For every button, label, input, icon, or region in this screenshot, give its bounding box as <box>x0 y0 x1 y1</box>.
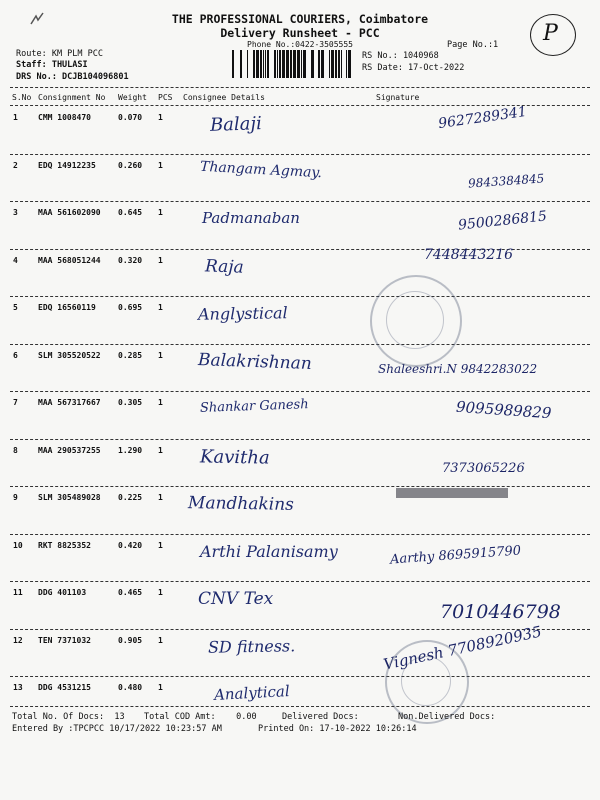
row-weight: 0.645 <box>118 208 143 217</box>
row-sno: 10 <box>13 540 23 550</box>
row-consignment-no: CMM 1008470 <box>38 113 91 122</box>
row-consignment-no: DDG 401103 <box>38 588 87 597</box>
row-consignee: Anglystical <box>197 303 288 324</box>
row-consignment-no: MAA 567317667 <box>38 398 101 407</box>
row-signature: 7373065226 <box>442 460 525 476</box>
row-signature: Vignesh 7708920935 <box>381 621 544 674</box>
row-weight: 0.465 <box>118 588 143 597</box>
row-weight: 0.320 <box>118 255 143 265</box>
row-sno: 5 <box>13 303 18 312</box>
drs-number: DRS No.: DCJB104096801 <box>16 72 129 82</box>
row-signature: 7448443216 <box>424 246 514 263</box>
row-signature: 9843384845 <box>467 170 545 191</box>
rs-date: RS Date: 17-Oct-2022 <box>362 63 465 73</box>
row-divider <box>10 439 590 440</box>
row-sno: 6 <box>13 350 18 360</box>
col-header-consignee: Consignee Details <box>183 93 265 102</box>
row-divider <box>10 344 590 345</box>
row-signature: Aarthy 8695915790 <box>389 542 522 568</box>
row-signature: 9095989829 <box>455 397 552 423</box>
row-sno: 13 <box>13 683 23 692</box>
row-weight: 0.420 <box>118 540 143 550</box>
company-name: THE PROFESSIONAL COURIERS, Coimbatore <box>171 12 429 26</box>
row-sno: 12 <box>13 635 23 645</box>
row-pcs: 1 <box>158 398 163 407</box>
row-sno: 9 <box>13 493 18 502</box>
page-number: Page No.:1 <box>447 40 499 50</box>
row-weight: 0.695 <box>118 303 143 312</box>
row-sno: 3 <box>13 208 18 217</box>
row-weight: 0.905 <box>118 635 143 645</box>
table-bottom-rule <box>10 706 590 707</box>
row-pcs: 1 <box>158 588 163 597</box>
row-sno: 7 <box>13 398 18 407</box>
row-divider <box>10 296 590 297</box>
row-pcs: 1 <box>158 493 163 502</box>
row-consignee: Analytical <box>213 682 291 704</box>
col-header-pcs: PCS <box>158 93 173 102</box>
row-divider <box>10 581 590 582</box>
row-sno: 4 <box>13 255 18 265</box>
row-consignment-no: EDQ 14912235 <box>38 160 96 170</box>
row-consignee: Balakrishnan <box>197 349 313 374</box>
non-delivered-docs: Non.Delivered Docs: <box>398 712 496 722</box>
row-consignee: Mandhakins <box>187 493 295 515</box>
row-pcs: 1 <box>158 540 163 550</box>
row-consignee: CNV Tex <box>198 589 274 609</box>
barcode <box>232 50 354 78</box>
row-divider <box>10 676 590 677</box>
row-consignee: Shankar Ganesh <box>199 397 309 416</box>
row-weight: 0.225 <box>118 493 143 502</box>
row-consignee: Raja <box>204 255 245 278</box>
delivery-stamp <box>370 275 462 367</box>
row-divider <box>10 201 590 202</box>
row-consignment-no: MAA 568051244 <box>38 255 101 265</box>
row-divider <box>10 154 590 155</box>
row-weight: 0.285 <box>118 350 143 360</box>
row-consignment-no: DDG 4531215 <box>38 683 91 692</box>
row-consignment-no: MAA 290537255 <box>38 445 101 455</box>
row-divider <box>10 534 590 535</box>
row-pcs: 1 <box>158 635 163 645</box>
total-cod: Total COD Amt: 0.00 <box>144 712 257 722</box>
row-weight: 0.070 <box>118 113 143 122</box>
row-weight: 1.290 <box>118 445 143 455</box>
table-header-rule <box>10 105 590 106</box>
row-sno: 2 <box>13 160 18 170</box>
row-signature: Shaleeshri.N 9842283022 <box>378 361 538 376</box>
row-weight: 0.260 <box>118 160 143 170</box>
staff-label: Staff: THULASI <box>16 60 88 70</box>
row-consignment-no: SLM 305520522 <box>38 350 101 360</box>
row-signature: 9500286815 <box>457 208 548 234</box>
corner-mark: P <box>530 14 576 56</box>
route-label: Route: KM PLM PCC <box>16 49 103 59</box>
row-sno: 1 <box>13 113 18 122</box>
row-pcs: 1 <box>158 160 163 170</box>
row-pcs: 1 <box>158 208 163 217</box>
row-consignment-no: EDQ 16560119 <box>38 303 96 312</box>
row-pcs: 1 <box>158 113 163 122</box>
row-pcs: 1 <box>158 255 163 265</box>
row-pcs: 1 <box>158 445 163 455</box>
rect-stamp <box>396 488 508 498</box>
row-signature: 7010446798 <box>440 601 561 623</box>
row-consignee: Thangam Agmay. <box>199 158 323 181</box>
row-pcs: 1 <box>158 350 163 360</box>
row-weight: 0.480 <box>118 683 143 692</box>
row-pcs: 1 <box>158 683 163 692</box>
row-pcs: 1 <box>158 303 163 312</box>
col-header-weight: Weight <box>118 93 147 102</box>
row-consignment-no: SLM 305489028 <box>38 493 101 502</box>
row-divider <box>10 486 590 487</box>
delivered-docs: Delivered Docs: <box>282 712 359 722</box>
printed-on: Printed On: 17-10-2022 10:26:14 <box>258 724 417 734</box>
row-consignee: Padmanaban <box>202 209 300 227</box>
row-consignee: SD fitness. <box>207 635 296 657</box>
col-header-sno: S.No <box>12 93 32 102</box>
row-consignee: Balaji <box>209 113 263 136</box>
row-consignment-no: MAA 561602090 <box>38 208 101 217</box>
row-sno: 11 <box>13 588 23 597</box>
row-weight: 0.305 <box>118 398 143 407</box>
col-header-consignment: Consignment No <box>38 93 106 102</box>
row-divider <box>10 391 590 392</box>
row-consignment-no: TEN 7371032 <box>38 635 91 645</box>
sheet-title: Delivery Runsheet - PCC <box>220 26 380 40</box>
row-signature: 9627289341 <box>437 103 528 133</box>
row-consignee: Arthi Palanisamy <box>200 541 338 561</box>
row-sno: 8 <box>13 445 18 455</box>
total-docs: Total No. Of Docs: 13 <box>12 712 125 722</box>
row-consignee: Kavitha <box>199 445 270 469</box>
col-header-signature: Signature <box>376 93 420 102</box>
row-consignment-no: RKT 8825352 <box>38 540 91 550</box>
phone-number: Phone No.:0422-3505555 <box>247 40 353 49</box>
entered-by: Entered By :TPCPCC 10/17/2022 10:23:57 AM <box>12 724 222 734</box>
rs-number: RS No.: 1040968 <box>362 51 439 61</box>
table-top-rule <box>10 87 590 88</box>
